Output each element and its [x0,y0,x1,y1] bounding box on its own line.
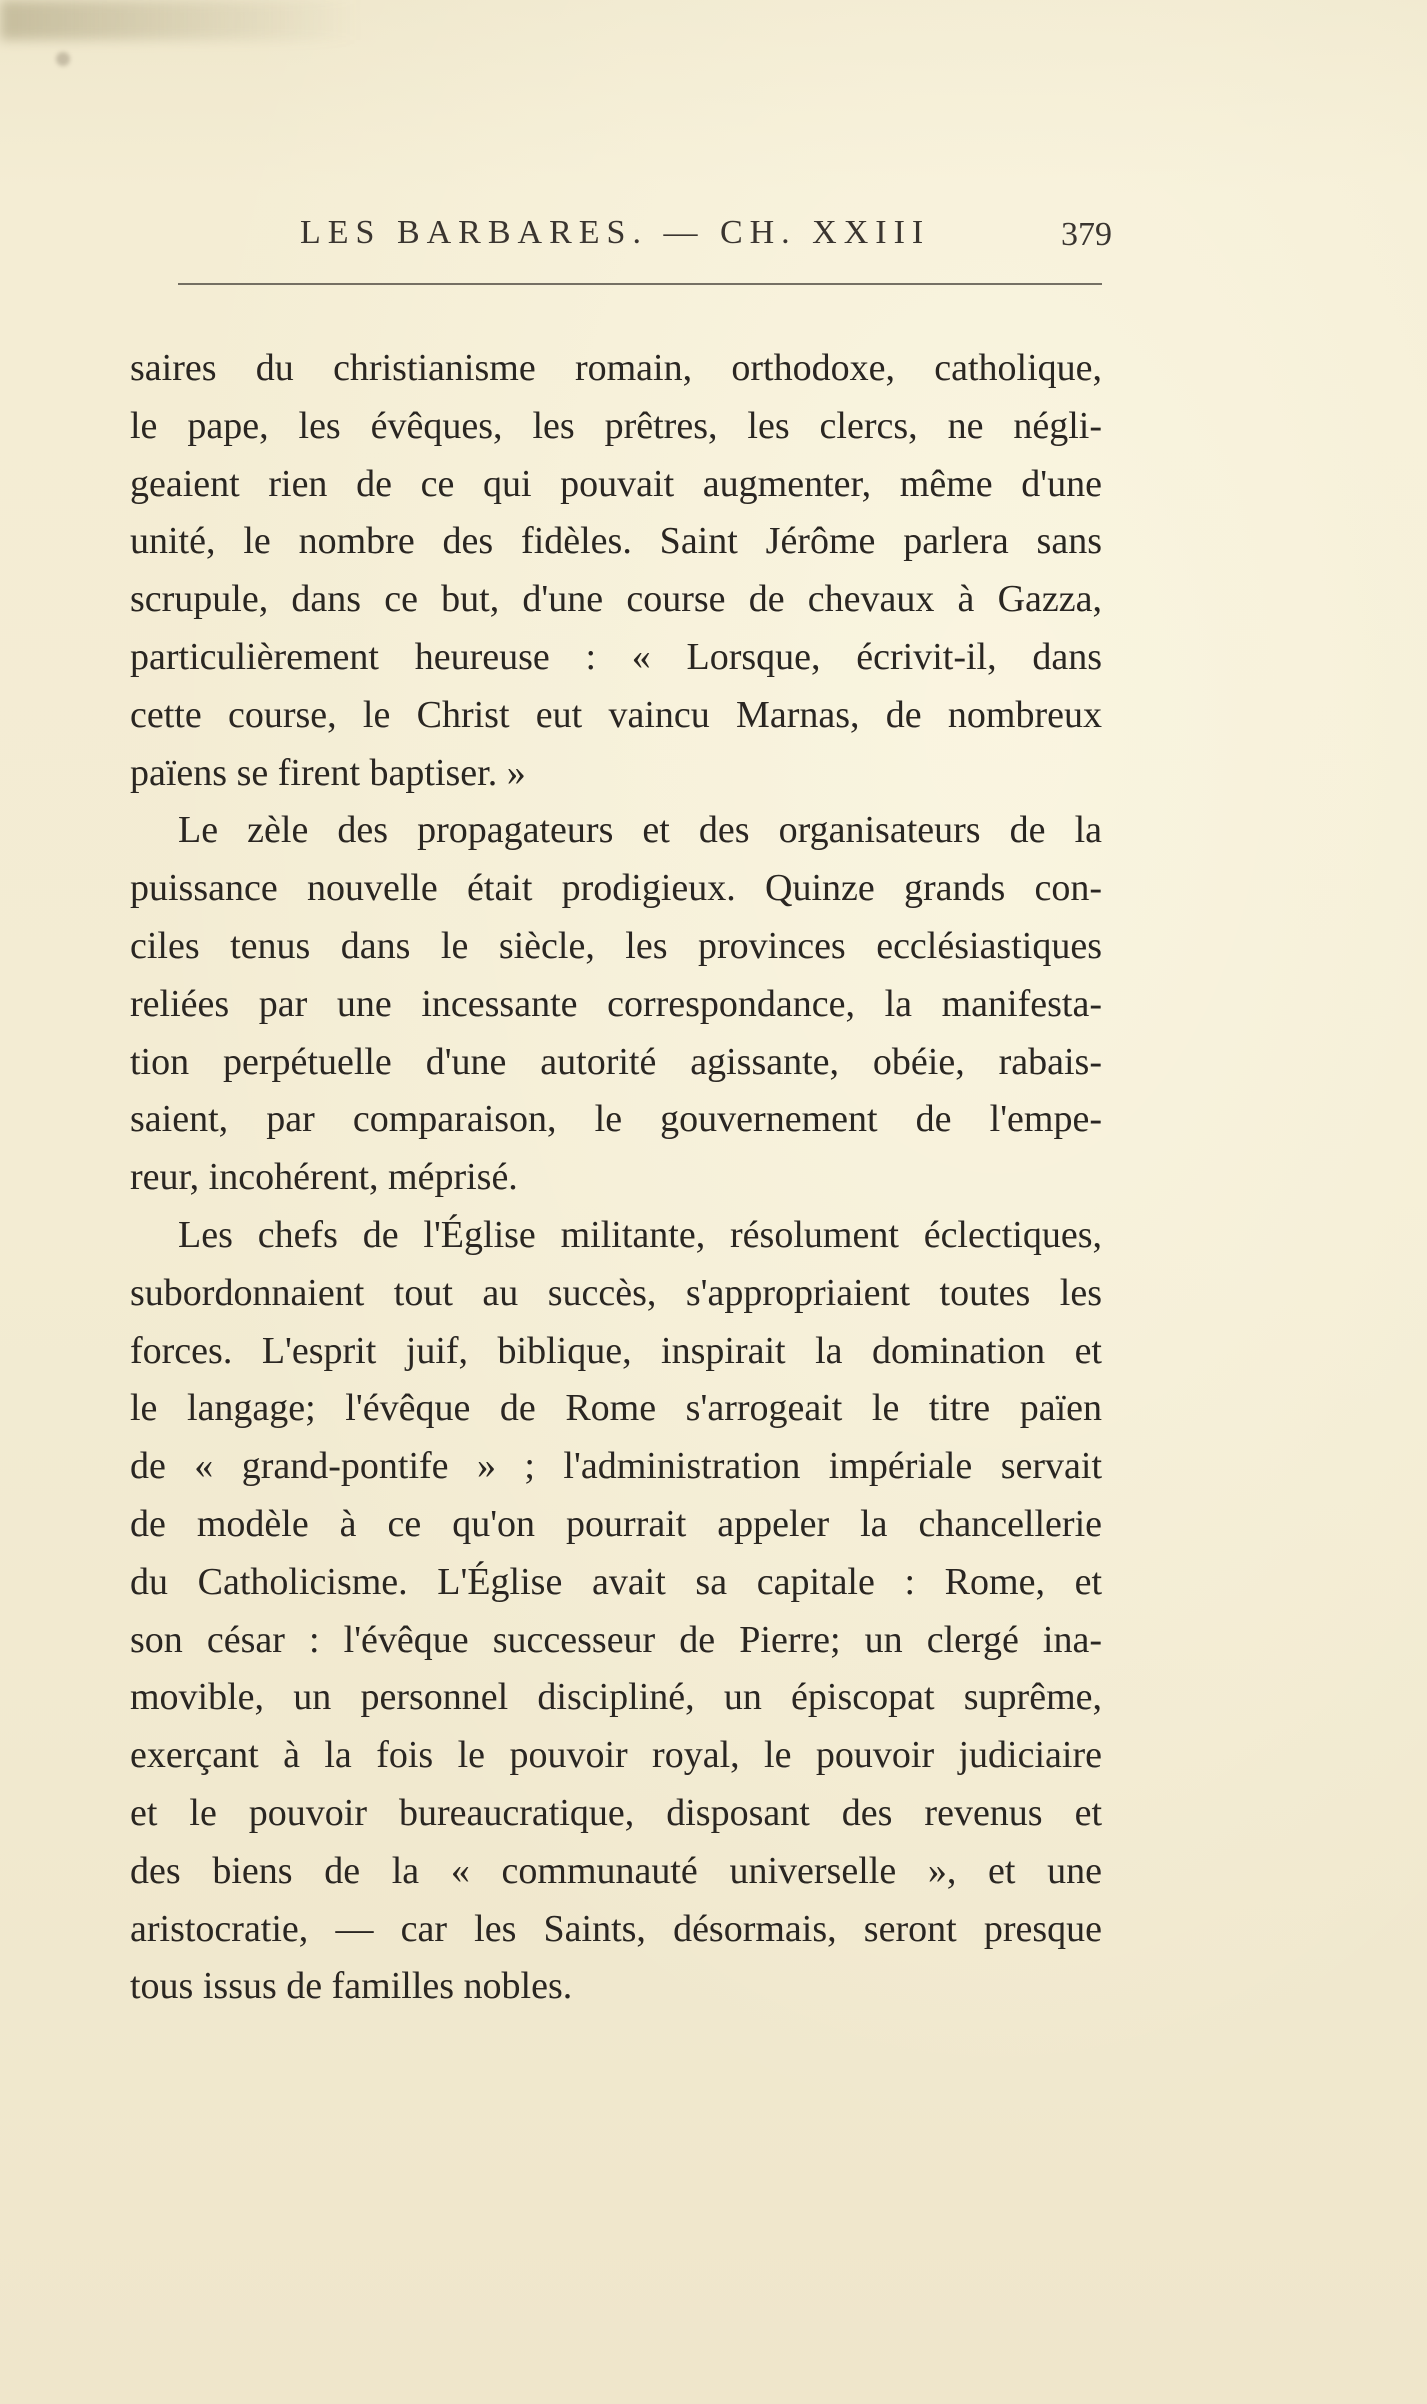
paper-speck [56,52,70,66]
text-line: subordonnaient tout au succès, s'appropriaient toutes les [130,1271,1102,1314]
text-line: particulièrement heureuse : « Lorsque, écrivit-il, dans [130,635,1102,678]
text-line: de « grand-pontife » ; l'administration impériale servait [130,1445,1102,1488]
text-line: puissance nouvelle était prodigieux. Quinze grands con- [130,867,1102,910]
text-line: des biens de la « communauté universelle », et une [130,1849,1102,1892]
running-head [300,214,1112,264]
text-line: Le zèle des propagateurs et des organisateurs de la [178,809,1102,852]
text-line: movible, un personnel discipliné, un épiscopat suprême, [130,1676,1102,1719]
text-line: forces. L'esprit juif, biblique, inspirait la domination et [130,1329,1102,1372]
text-line: tion perpétuelle d'une autorité agissante, obéie, rabais- [130,1040,1102,1083]
page-number: 379 [1061,216,1112,253]
text-line: scrupule, dans ce but, d'une course de chevaux à Gazza, [130,578,1102,621]
page-edge-shadow [0,0,360,40]
text-line: exerçant à la fois le pouvoir royal, le pouvoir judiciaire [130,1734,1102,1777]
text-line: tous issus de familles nobles. [130,1965,573,2008]
paragraph-2 [130,802,1102,1207]
text-line: du Catholicisme. L'Église avait sa capitale : Rome, et [130,1560,1102,1603]
text-line: reliées par une incessante correspondance, la manifesta- [130,982,1102,1025]
text-line: le langage; l'évêque de Rome s'arrogeait le titre païen [130,1387,1102,1430]
running-title: LES BARBARES. — CH. XXIII [300,214,931,251]
text-line: aristocratie, — car les Saints, désormais, seront presque [130,1907,1102,1950]
text-line: de modèle à ce qu'on pourrait appeler la chancellerie [130,1502,1102,1545]
text-line: geaient rien de ce qui pouvait augmenter, même d'une [130,462,1102,505]
paragraph-3 [130,1207,1102,2016]
header-rule [178,283,1102,285]
text-line: saires du christianisme romain, orthodoxe, catholique, [130,347,1102,389]
text-line: Les chefs de l'Église militante, résolument éclectiques, [178,1213,1102,1256]
paragraph-1 [130,340,1102,802]
text-line: et le pouvoir bureaucratique, disposant des revenus et [130,1791,1102,1834]
text-line: unité, le nombre des fidèles. Saint Jérôme parlera sans [130,520,1102,563]
text-line: saient, par comparaison, le gouvernement de l'empe- [130,1098,1102,1141]
text-line: ciles tenus dans le siècle, les provinces ecclésiastiques [130,924,1102,967]
text-line: païens se firent baptiser. » [130,751,526,794]
text-line: reur, incohérent, méprisé. [130,1156,518,1199]
text-line: son césar : l'évêque successeur de Pierre; un clergé ina- [130,1618,1102,1661]
text-line: le pape, les évêques, les prêtres, les clercs, ne négli- [130,404,1102,447]
text-line: cette course, le Christ eut vaincu Marnas, de nombreux [130,693,1102,736]
body-text [130,340,1102,2016]
